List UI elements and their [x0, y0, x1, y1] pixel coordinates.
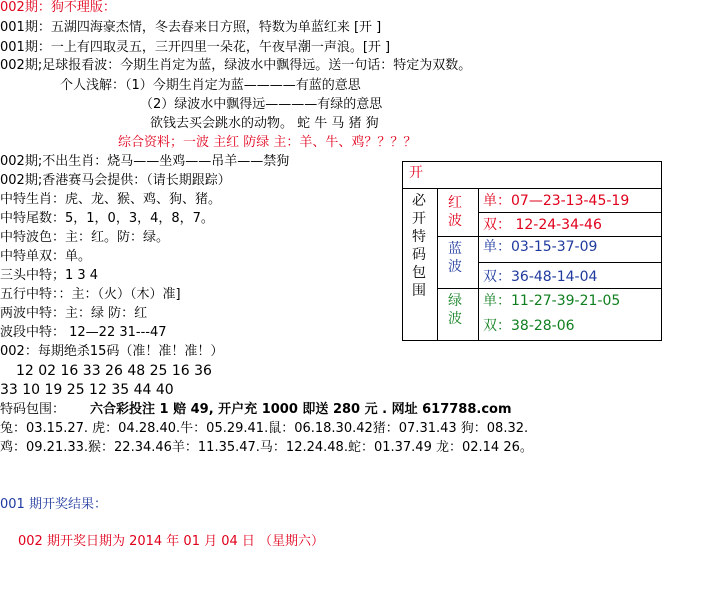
table-left-label: 必开特码包围	[412, 193, 426, 299]
summary-line: 综合资料；一波 主红 防绿 主：羊、牛、鸡？？？？	[118, 135, 417, 150]
line-002-b: 002期;不出生肖：烧马——坐鸡——吊羊——禁狗	[0, 154, 290, 169]
animals-line-1: 兔：03.15.27. 虎：04.28.40.牛：05.29.41.鼠：06.18.30.42猪：07.31.43 狗：08.32.	[0, 421, 529, 436]
kill-row-2: 33 10 19 25 12 35 44 40	[0, 382, 174, 398]
analysis-line-1: 个人浅解：（1）今期生肖定为蓝————有蓝的意思	[60, 78, 361, 93]
line-001-a: 001期：五湖四海豪杰情，冬去春来日方照，特数为单蓝红来 [开 ]	[0, 20, 382, 35]
green-single: 单：11-27-39-21-05	[483, 293, 621, 309]
kill-row-1: 12 02 16 33 26 48 25 16 36	[16, 363, 212, 379]
green-double: 双：38-28-06	[483, 318, 575, 334]
red-single: 单：07—23-13-45-19	[483, 193, 630, 209]
twowave-line: 两波中特：主：绿 防：红	[0, 306, 148, 321]
line-001-b: 001期：一上有四取灵五，三开四里一朵花，午夜早潮一声浪。[开 ]	[0, 40, 391, 55]
page-title: 002期：狗不理版：	[0, 0, 116, 15]
ad-line: 六合彩投注 1 赔 49, 开户充 1000 即送 280 元 . 网址 617788.com	[90, 402, 512, 417]
animals-line-2: 鸡：09.21.33.猴：22.34.46羊：11.35.47.马：12.24.48.蛇：01.37.49 龙：02.14 26。	[0, 440, 533, 455]
result-title: 001 期开奖结果：	[0, 497, 107, 512]
oddeven-line: 中特单双：单。	[0, 249, 92, 264]
red-double: 双： 12-24-34-46	[483, 217, 602, 233]
kill-title: 002：每期绝杀15码（准！准！准！）	[0, 344, 224, 359]
heads-line: 三头中特；1 3 4	[0, 268, 99, 283]
line-002-c: 002期;香港赛马会提供：（请长期跟踪）	[0, 173, 231, 188]
blue-double: 双：36-48-14-04	[483, 269, 598, 285]
zodiac-line: 中特生肖：虎、龙、猴、鸡、狗、猪。	[0, 192, 222, 207]
red-wave-label: 红波	[448, 195, 462, 229]
analysis-line-2: （2）绿波水中飘得远————有绿的意思	[140, 97, 383, 112]
line-002-a: 002期;足球报看波：今期生肖定为蓝，绿波水中飘得远。送一句话：特定为双数。	[0, 58, 472, 73]
range-line: 波段中特： 12—22 31---47	[0, 325, 167, 340]
blue-single: 单：03-15-37-09	[483, 239, 598, 255]
table-header: 开	[409, 165, 423, 181]
elements-line: 五行中特：：主：（火）（木）准]	[0, 287, 181, 302]
analysis-line-3: 欲钱去买会跳水的动物。 蛇 牛 马 猪 狗	[150, 116, 379, 131]
tails-line: 中特尾数：5，1，0，3，4，8，7。	[0, 211, 214, 226]
blue-wave-label: 蓝波	[448, 241, 462, 275]
package-label: 特码包围：	[0, 402, 66, 417]
green-wave-label: 绿波	[448, 293, 462, 327]
package-table	[402, 161, 662, 341]
color-line: 中特波色：主：红。防：绿。	[0, 230, 170, 245]
draw-date: 002 期开奖日期为 2014 年 01 月 04 日 （星期六）	[18, 534, 325, 549]
